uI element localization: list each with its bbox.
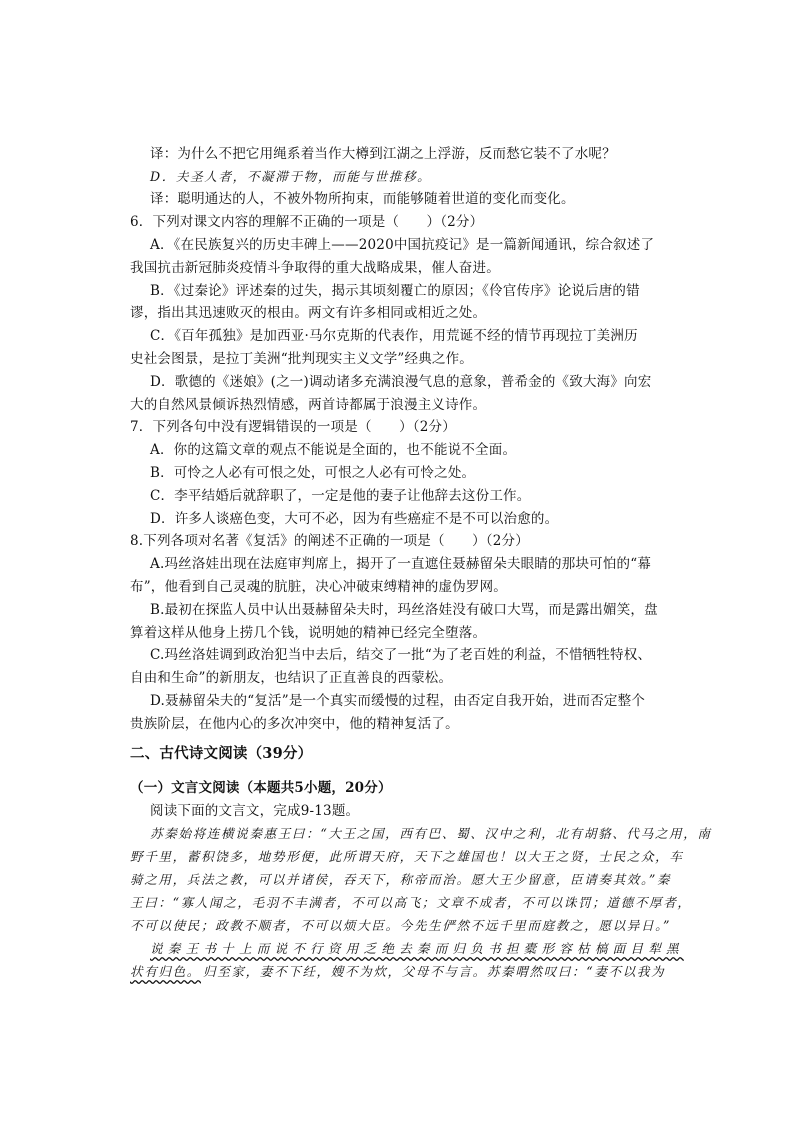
q7-option-b: B．可怜之人必有可恨之处，可恨之人必有可怜之处。 (150, 465, 476, 481)
q8-option-a-cont: 布”，他看到自己灵魂的肮脏，决心冲破束缚精神的虚伪罗网。 (130, 579, 508, 595)
classical-passage-line: 不可以使民；政教不顺者，不可以烦大臣。今先生俨然不远千里而庭教之，愿以异日。” (130, 918, 672, 933)
q7-option-a: A．你的这篇文章的观点不能说是全面的，也不能说不全面。 (150, 442, 517, 458)
q6-option-d-cont: 大的自然风景倾诉热烈情感，两首诗都属于浪漫主义诗作。 (130, 397, 487, 413)
q6-option-c: C．《百年孤独》是加西亚·马尔克斯的代表作，用荒诞不经的情节再现拉丁美洲历 (150, 328, 638, 344)
classical-passage-line: 归至家，妻不下纴，嫂不为炊，父母不与言。苏秦喟然叹曰：“妻不以我为 (203, 964, 666, 979)
q6-option-d: D．歌德的《迷娘》(之一)调动诸多充满浪漫气息的意象，普希金的《致大海》向宏 (150, 374, 652, 390)
q8-option-a: A.玛丝洛娃出现在法庭审判席上，揭开了一直遮住聂赫留朵夫眼睛的那块可怕的“幕 (150, 556, 652, 572)
q8-option-d-cont: 贵族阶层，在他内心的多次冲突中，他的精神复活了。 (130, 716, 459, 732)
section-heading: 二、古代诗文阅读（39分） (130, 745, 313, 762)
subsection-heading: （一）文言文阅读（本题共5小题，20分） (130, 780, 392, 796)
q8-option-c-cont: 自由和生命”的新朋友，也结识了正直善良的西蒙松。 (130, 670, 453, 686)
reading-instruction: 阅读下面的文言文，完成9-13题。 (150, 803, 360, 819)
option-d-sentence: D．夫圣人者，不凝滞于物，而能与世推移。 (150, 169, 432, 184)
q6-option-b: B．《过秦论》评述秦的过失，揭示其顷刻覆亡的原因；《伶官传序》论说后唐的错 (150, 283, 640, 299)
translation-line: 译：为什么不把它用绳系着当作大樽到江湖之上浮游，反而愁它装不了水呢？ (150, 146, 616, 162)
classical-passage-line: 野千里，蓄积饶多，地势形便，此所谓天府，天下之雄国也！以大王之贤，士民之众，车 (130, 849, 684, 864)
q6-option-b-cont: 谬，指出其迅速败灭的根由。两文有许多相同或相近之处。 (130, 305, 487, 321)
q6-option-c-cont: 史社会图景，是拉丁美洲“批判现实主义文学”经典之作。 (130, 351, 474, 367)
q7-option-c: C．李平结婚后就辞职了，一定是他的妻子让他辞去这份工作。 (150, 488, 531, 504)
unpunctuated-sentence: 说秦王书十上而说不行资用乏绝去秦而归负书担橐形容枯槁面目犁黑 (150, 941, 684, 956)
question-8: 8.下列各项对名著《复活》的阐述不正确的一项是（ ）（2分） (130, 533, 529, 549)
q8-option-b: B.最初在探监人员中认出聂赫留朵夫时，玛丝洛娃没有破口大骂，而是露出媚笑，盘 (150, 602, 658, 618)
q6-option-a: A．《在民族复兴的历史丰碑上——2020中国抗疫记》是一篇新闻通讯，综合叙述了 (150, 237, 655, 253)
classical-passage-line: 王曰：“寡人闻之，毛羽不丰满者，不可以高飞；文章不成者，不可以诛罚；道德不厚者， (130, 895, 692, 910)
question-7: 7．下列各句中没有逻辑错误的一项是（ ）（2分） (130, 419, 456, 435)
classical-passage-line: 骑之用，兵法之教，可以并诸侯，吞天下，称帝而治。愿大王少留意，臣请奏其效。”秦 (130, 872, 672, 887)
unpunctuated-sentence-cont: 状有归色。 (130, 964, 201, 979)
q8-option-c: C.玛丝洛娃调到政治犯当中去后，结交了一批“为了老百姓的利益，不惜牺牲特权、 (150, 647, 652, 663)
question-6: 6．下列对课文内容的理解不正确的一项是（ ）（2分） (130, 214, 484, 230)
q8-option-b-cont: 算着这样从他身上捞几个钱，说明她的精神已经完全堕落。 (130, 625, 487, 641)
translation-line: 译：聪明通达的人，不被外物所拘束，而能够随着世道的变化而变化。 (150, 191, 575, 207)
q8-option-d: D.聂赫留朵夫的“复活”是一个真实而缓慢的过程，由否定自我开始，进而否定整个 (150, 693, 646, 709)
classical-passage-line: 苏秦始将连横说秦惠王曰：“大王之国，西有巴、蜀、汉中之利，北有胡貉、代马之用，南 (150, 826, 712, 841)
q7-option-d: D．许多人谈癌色变，大可不必，因为有些癌症不是不可以治愈的。 (150, 511, 559, 527)
q6-option-a-cont: 我国抗击新冠肺炎疫情斗争取得的重大战略成果，催人奋进。 (130, 260, 500, 276)
